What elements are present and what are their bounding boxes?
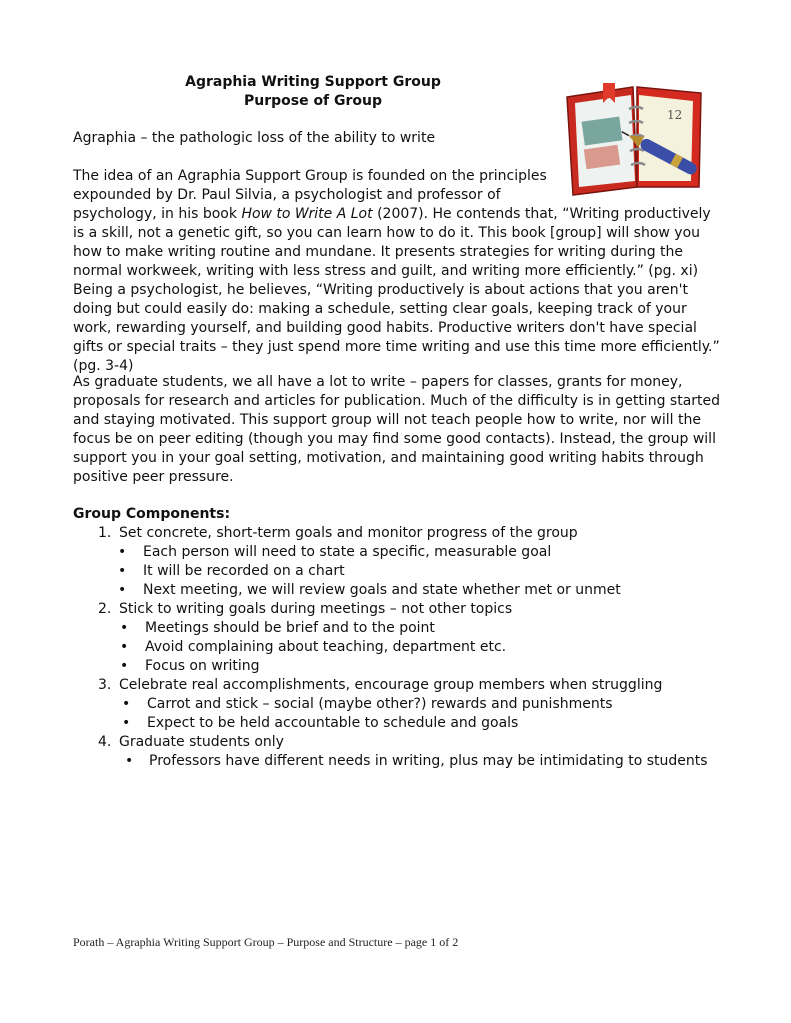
- bullet-icon: •: [125, 753, 134, 769]
- book-title: How to Write A Lot: [241, 206, 373, 222]
- bullet-icon: •: [120, 639, 129, 655]
- bullet-text: It will be recorded on a chart: [143, 563, 345, 579]
- bullet-icon: •: [120, 658, 129, 674]
- item-text: Graduate students only: [119, 734, 284, 750]
- list-item: [73, 676, 733, 695]
- list-item: [73, 733, 733, 752]
- item-number: 4.: [98, 734, 112, 750]
- list-item: [73, 524, 733, 543]
- bullet-text: Meetings should be brief and to the point: [145, 620, 435, 636]
- bullet-item: [73, 714, 733, 733]
- bullet-text: Professors have different needs in writing, plus may be intimidating to students: [149, 753, 708, 769]
- bullet-icon: •: [122, 696, 131, 712]
- idea-rest: (2007). He contends that, “Writing productively is a skill, not a genetic gift, so you can learn how to do it. This book [group] will show you how to make writing routine and mundane. It presents strategies for writing during the normal workweek, writing with less stress and guilt, and writing more efficiently.” (pg. xi) Being a psychologist, he believes, “Writing productively is about actions that you aren't doing but could easily do: making a schedule, setting clear goals, keeping track of your work, rewarding yourself, and building good habits. Productive writers don't have special gifts or special traits – they just spend more time writing and use this time more efficiently.” (pg. 3-4): [73, 206, 720, 374]
- bullet-item: [73, 638, 733, 657]
- item-number: 3.: [98, 677, 112, 693]
- svg-text:12: 12: [667, 108, 683, 122]
- group-components: [73, 505, 733, 771]
- idea-line-2: expounded by Dr. Paul Silvia, a psychologist and professor of: [73, 187, 501, 203]
- bullet-item: [73, 695, 733, 714]
- item-number: 2.: [98, 601, 112, 617]
- bullet-icon: •: [120, 620, 129, 636]
- bullet-text: Focus on writing: [145, 658, 260, 674]
- document-title: [73, 73, 553, 111]
- bullet-icon: •: [122, 715, 131, 731]
- bullet-text: Avoid complaining about teaching, department etc.: [145, 639, 507, 655]
- bullet-icon: •: [118, 582, 127, 598]
- idea-paragraph: [73, 167, 723, 376]
- item-text: Set concrete, short-term goals and monitor progress of the group: [119, 525, 578, 541]
- bullet-item: [73, 619, 733, 638]
- page-footer: Porath – Agraphia Writing Support Group – Purpose and Structure – page 1 of 2: [73, 935, 459, 949]
- title-line-1: Agraphia Writing Support Group: [185, 74, 441, 90]
- components-heading: Group Components:: [73, 506, 231, 522]
- bullet-icon: •: [118, 563, 127, 579]
- item-text: Celebrate real accomplishments, encourage group members when struggling: [119, 677, 663, 693]
- idea-line-3: psychology, in his book: [73, 206, 242, 222]
- item-text: Stick to writing goals during meetings – not other topics: [119, 601, 513, 617]
- bullet-item: [73, 657, 733, 676]
- bullet-text: Carrot and stick – social (maybe other?) rewards and punishments: [147, 696, 613, 712]
- bullet-item: [73, 562, 733, 581]
- bullet-text: Each person will need to state a specific, measurable goal: [143, 544, 552, 560]
- bullet-item: [73, 752, 733, 771]
- item-number: 1.: [98, 525, 112, 541]
- graduate-paragraph: As graduate students, we all have a lot to write – papers for classes, grants for money, proposals for research and articles for publication. Much of the difficulty is in getting started and staying motivated. This support group will not teach people how to write, nor will the focus be on peer editing (though you may find some good contacts). Instead, the group will support you in your goal setting, motivation, and maintaining good writing habits through positive peer pressure.: [73, 374, 721, 485]
- bullet-icon: •: [118, 544, 127, 560]
- bullet-text: Next meeting, we will review goals and state whether met or unmet: [143, 582, 621, 598]
- idea-line-1: The idea of an Agraphia Support Group is founded on the principles: [73, 168, 547, 184]
- bullet-text: Expect to be held accountable to schedule and goals: [147, 715, 519, 731]
- bullet-item: [73, 581, 733, 600]
- bullet-item: [73, 543, 733, 562]
- title-line-2: Purpose of Group: [243, 93, 383, 109]
- list-item: [73, 600, 733, 619]
- definition-paragraph: Agraphia – the pathologic loss of the ability to write: [73, 130, 436, 146]
